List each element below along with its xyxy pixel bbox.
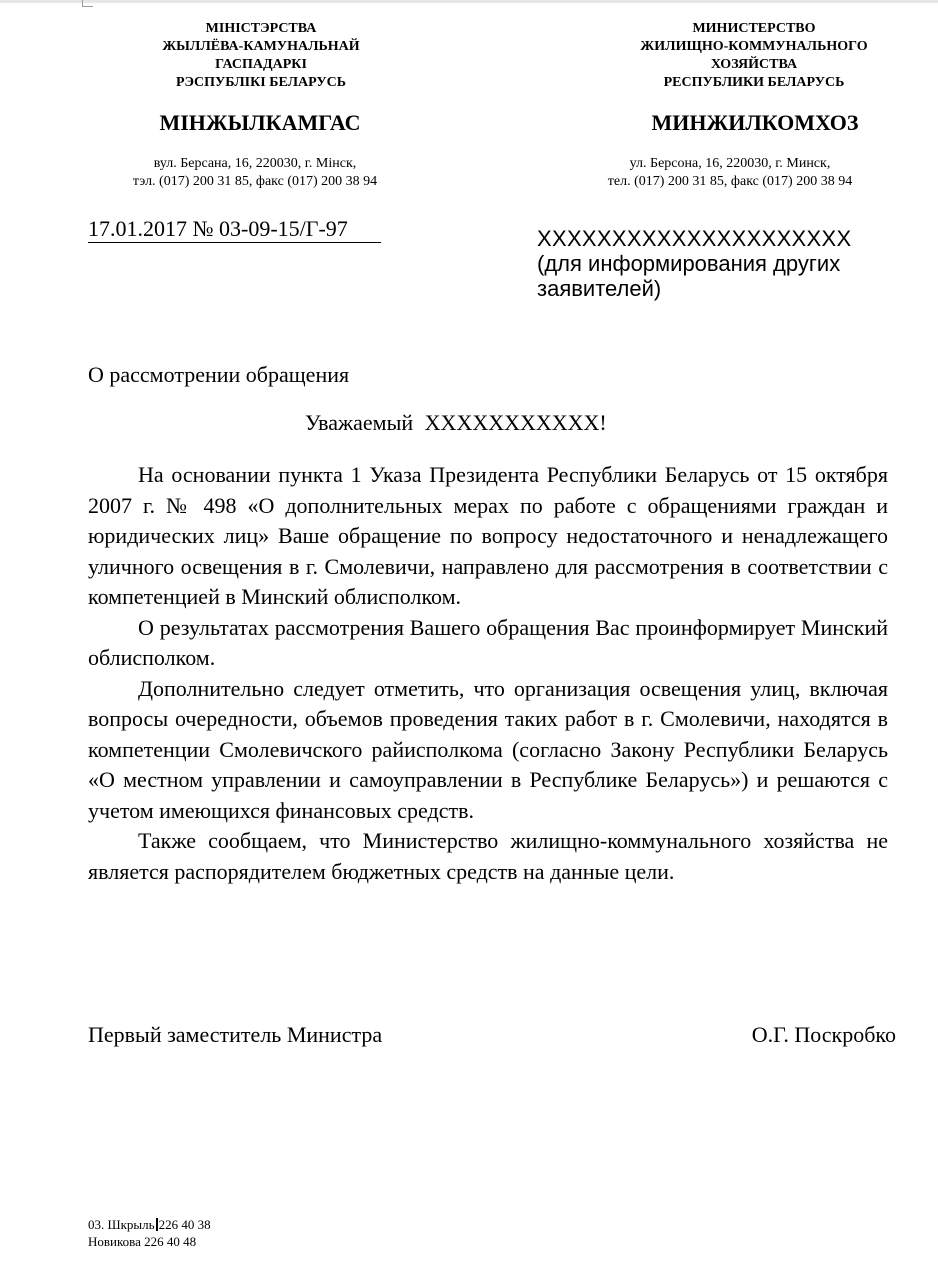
- letterhead-russian: [600, 20, 908, 92]
- executor-footer: [88, 1216, 211, 1250]
- letter-subject: О рассмотрении обращения: [88, 362, 350, 387]
- signature-title: Первый заместитель Министра: [88, 1022, 383, 1047]
- footer-executor-name: 03. Шкрыль: [88, 1217, 155, 1232]
- letterhead-line: ГАСПАДАРКІ: [215, 57, 307, 72]
- letterhead-abbr-russian: МИНЖИЛКОМХОЗ: [651, 110, 859, 135]
- letterhead-line: ЖЫЛЛЁВА-КАМУНАЛЬНАЙ: [162, 39, 360, 54]
- letterhead-abbr-belarusian: МІНЖЫЛКАМГАС: [159, 110, 361, 135]
- letter-greeting: Уважаемый ХХХХХХХХХХХ!: [305, 410, 607, 435]
- letterhead-address-belarusian: [90, 155, 420, 191]
- registration-number: 17.01.2017 № 03-09-15/Г-97: [88, 216, 348, 241]
- registration-underline: [88, 242, 381, 243]
- letterhead-line: МІНІСТЭРСТВА: [205, 21, 317, 36]
- signature-name: О.Г. Поскробко: [751, 1022, 896, 1047]
- letterhead-line: РЭСПУБЛІКІ БЕЛАРУСЬ: [175, 75, 346, 90]
- letter-body: [88, 460, 888, 887]
- letterhead-line: ЖИЛИЩНО-КОММУНАЛЬНОГО: [640, 39, 868, 54]
- letterhead-line: РЕСПУБЛИКИ БЕЛАРУСЬ: [663, 75, 845, 90]
- page-corner-mark: [82, 0, 93, 7]
- text-cursor: [156, 1218, 158, 1231]
- letterhead-address-russian: [555, 155, 905, 191]
- phones-line: тэл. (017) 200 31 85, факс (017) 200 38 94: [132, 174, 378, 189]
- body-paragraph: Дополнительно следует отметить, что организация освещения улиц, включая вопросы очередности, объемов проведения таких работ в г. Смолевичи, находятся в компетенции Смолевичского райисполкома (согласно Закону Республики Беларусь «О местном управлении и самоуправлении в Республике Беларусь») и решаются с учетом имеющихся финансовых средств.: [88, 675, 888, 823]
- body-paragraph: Также сообщаем, что Министерство жилищно-коммунального хозяйства не является распорядителем бюджетных средств на данные цели.: [88, 828, 888, 884]
- phones-line: тел. (017) 200 31 85, факс (017) 200 38 94: [607, 174, 853, 189]
- body-paragraph: О результатах рассмотрения Вашего обращения Вас проинформирует Минский облисполком.: [88, 614, 888, 670]
- letterhead-line: МИНИСТЕРСТВО: [692, 21, 816, 36]
- letterhead-line: ХОЗЯЙСТВА: [710, 57, 798, 72]
- footer-line-2: Новикова 226 40 48: [88, 1234, 197, 1249]
- address-line: вул. Берсана, 16, 220030, г. Мінск,: [153, 156, 357, 171]
- page-top-border: [0, 0, 938, 3]
- address-line: ул. Берсона, 16, 220030, г. Минск,: [629, 156, 831, 171]
- addressee-note: (для информирования других заявителей): [537, 251, 841, 301]
- body-paragraph: На основании пункта 1 Указа Президента Республики Беларусь от 15 октября 2007 г. № 498 «О дополнительных мерах по работе с обращениями граждан и юридических лиц» Ваше обращение по вопросу недостаточного и ненадлежащего уличного освещения в г. Смолевичи, направлено для рассмотрения в соответствии с компетенцией в Минский облисполком.: [88, 462, 888, 609]
- addressee-block: [537, 226, 927, 301]
- footer-line-1: [88, 1216, 211, 1233]
- footer-executor-phone: 226 40 38: [158, 1217, 211, 1232]
- addressee-name: ХХХХХХХХХХХХХХХХХХХХХ: [537, 226, 852, 251]
- letterhead-belarusian: [150, 20, 372, 92]
